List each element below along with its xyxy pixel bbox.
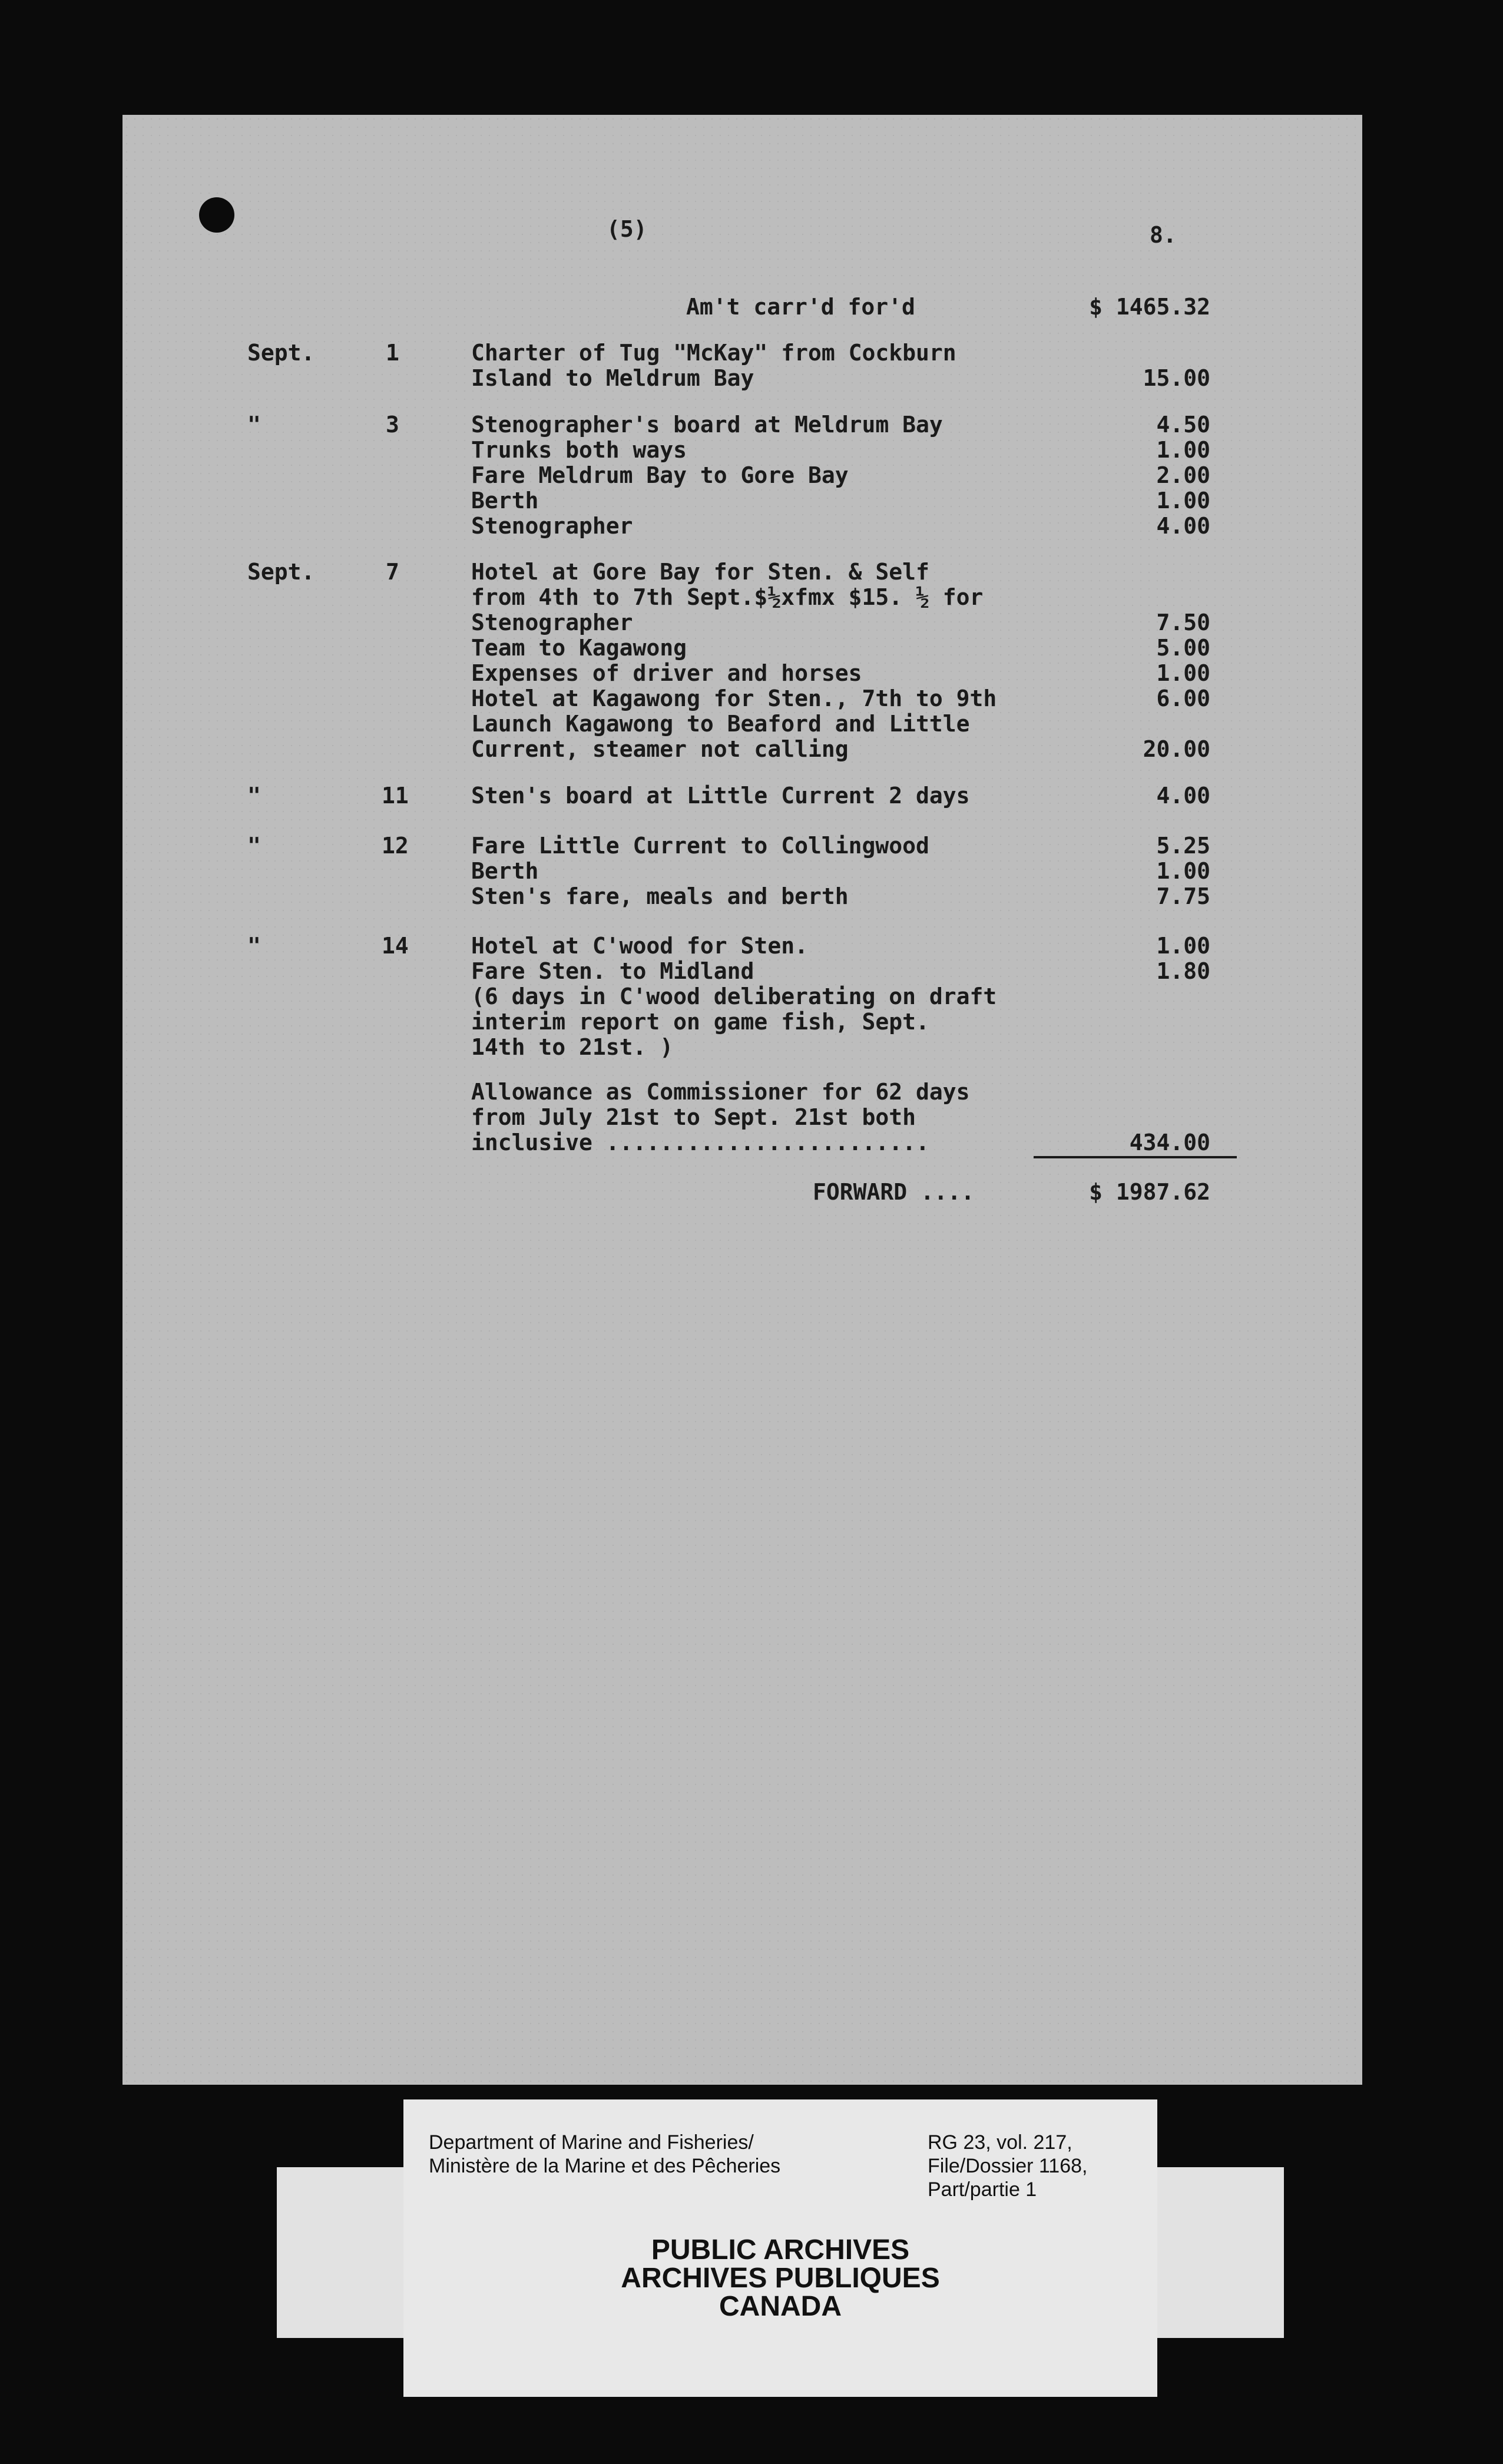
department-name: Department of Marine and Fisheries/ <box>429 2131 754 2154</box>
page-marker: (5) <box>607 216 647 242</box>
entry-description: 14th to 21st. ) <box>471 1034 674 1060</box>
entry-amount: 7.50 <box>1156 610 1210 635</box>
forward-amount: $ 1987.62 <box>1089 1179 1210 1205</box>
entry-description: Stenographer <box>471 610 633 635</box>
ministry-name: Ministère de la Marine et des Pêcheries <box>429 2155 781 2177</box>
entry-description: interim report on game fish, Sept. <box>471 1009 929 1035</box>
page-number: 8. <box>1150 222 1177 248</box>
entry-description: Sten's fare, meals and berth <box>471 883 849 909</box>
allowance-line: from July 21st to Sept. 21st both <box>471 1104 916 1130</box>
allowance-line: inclusive ........................ <box>471 1130 929 1155</box>
allowance-line: Allowance as Commissioner for 62 days <box>471 1079 970 1105</box>
entry-day: 3 <box>386 412 399 438</box>
entry-description: Current, steamer not calling <box>471 736 849 762</box>
archives-stamp-line: CANADA <box>719 2291 842 2322</box>
entry-date: " <box>247 783 261 809</box>
entry-amount: 4.00 <box>1156 783 1210 809</box>
entry-description: Launch Kagawong to Beaford and Little <box>471 711 970 737</box>
entry-description: Trunks both ways <box>471 437 687 463</box>
part-number: Part/partie 1 <box>928 2178 1037 2201</box>
entry-description: Berth <box>471 858 539 884</box>
entry-date: " <box>247 933 261 959</box>
entry-description: (6 days in C'wood deliberating on draft <box>471 983 997 1009</box>
record-group: RG 23, vol. 217, <box>928 2131 1072 2154</box>
entry-amount: 1.00 <box>1156 660 1210 686</box>
entry-amount: 5.25 <box>1156 833 1210 859</box>
entry-amount: 1.00 <box>1156 437 1210 463</box>
entry-amount: 5.00 <box>1156 635 1210 661</box>
entry-amount: 7.75 <box>1156 883 1210 909</box>
entry-amount: 1.80 <box>1156 958 1210 984</box>
entry-amount: 6.00 <box>1156 685 1210 711</box>
entry-date: " <box>247 833 261 859</box>
entry-day: 11 <box>382 783 409 809</box>
entry-amount: 1.00 <box>1156 488 1210 514</box>
entry-description: Fare Sten. to Midland <box>471 958 754 984</box>
entry-description: Hotel at Kagawong for Sten., 7th to 9th <box>471 685 997 711</box>
archives-stamp-line: ARCHIVES PUBLIQUES <box>621 2263 940 2294</box>
entry-description: Stenographer <box>471 513 633 539</box>
entry-amount: 2.00 <box>1156 462 1210 488</box>
entry-amount: 1.00 <box>1156 858 1210 884</box>
entry-description: Berth <box>471 488 539 514</box>
entry-date: " <box>247 412 261 438</box>
allowance-amount: 434.00 <box>1129 1130 1210 1155</box>
entry-description: Charter of Tug "McKay" from Cockburn <box>471 340 956 366</box>
entry-description: Team to Kagawong <box>471 635 687 661</box>
entry-day: 14 <box>382 933 409 959</box>
file-number: File/Dossier 1168, <box>928 2155 1088 2177</box>
entry-date: Sept. <box>247 340 315 366</box>
entry-description: Sten's board at Little Current 2 days <box>471 783 970 809</box>
entry-description: Stenographer's board at Meldrum Bay <box>471 412 943 438</box>
archives-stamp-line: PUBLIC ARCHIVES <box>651 2234 910 2266</box>
entry-description: Hotel at Gore Bay for Sten. & Self <box>471 559 929 585</box>
punch-hole <box>199 197 234 233</box>
entry-amount: 20.00 <box>1143 736 1210 762</box>
entry-amount: 15.00 <box>1143 365 1210 391</box>
entry-amount: 4.00 <box>1156 513 1210 539</box>
forward-label: FORWARD .... <box>813 1179 975 1205</box>
entry-date: Sept. <box>247 559 315 585</box>
entry-day: 12 <box>382 833 409 859</box>
entry-description: Fare Little Current to Collingwood <box>471 833 929 859</box>
entry-amount: 4.50 <box>1156 412 1210 438</box>
entry-description: Island to Meldrum Bay <box>471 365 754 391</box>
entry-day: 1 <box>386 340 399 366</box>
carried-forward-amount: $ 1465.32 <box>1089 294 1210 320</box>
entry-description: Hotel at C'wood for Sten. <box>471 933 808 959</box>
entry-description: Fare Meldrum Bay to Gore Bay <box>471 462 849 488</box>
entry-description: from 4th to 7th Sept.$½xfmx $15. ½ for <box>471 584 984 610</box>
total-rule <box>1034 1156 1237 1158</box>
carried-forward-label: Am't carr'd for'd <box>686 294 915 320</box>
entry-description: Expenses of driver and horses <box>471 660 862 686</box>
entry-day: 7 <box>386 559 399 585</box>
entry-amount: 1.00 <box>1156 933 1210 959</box>
